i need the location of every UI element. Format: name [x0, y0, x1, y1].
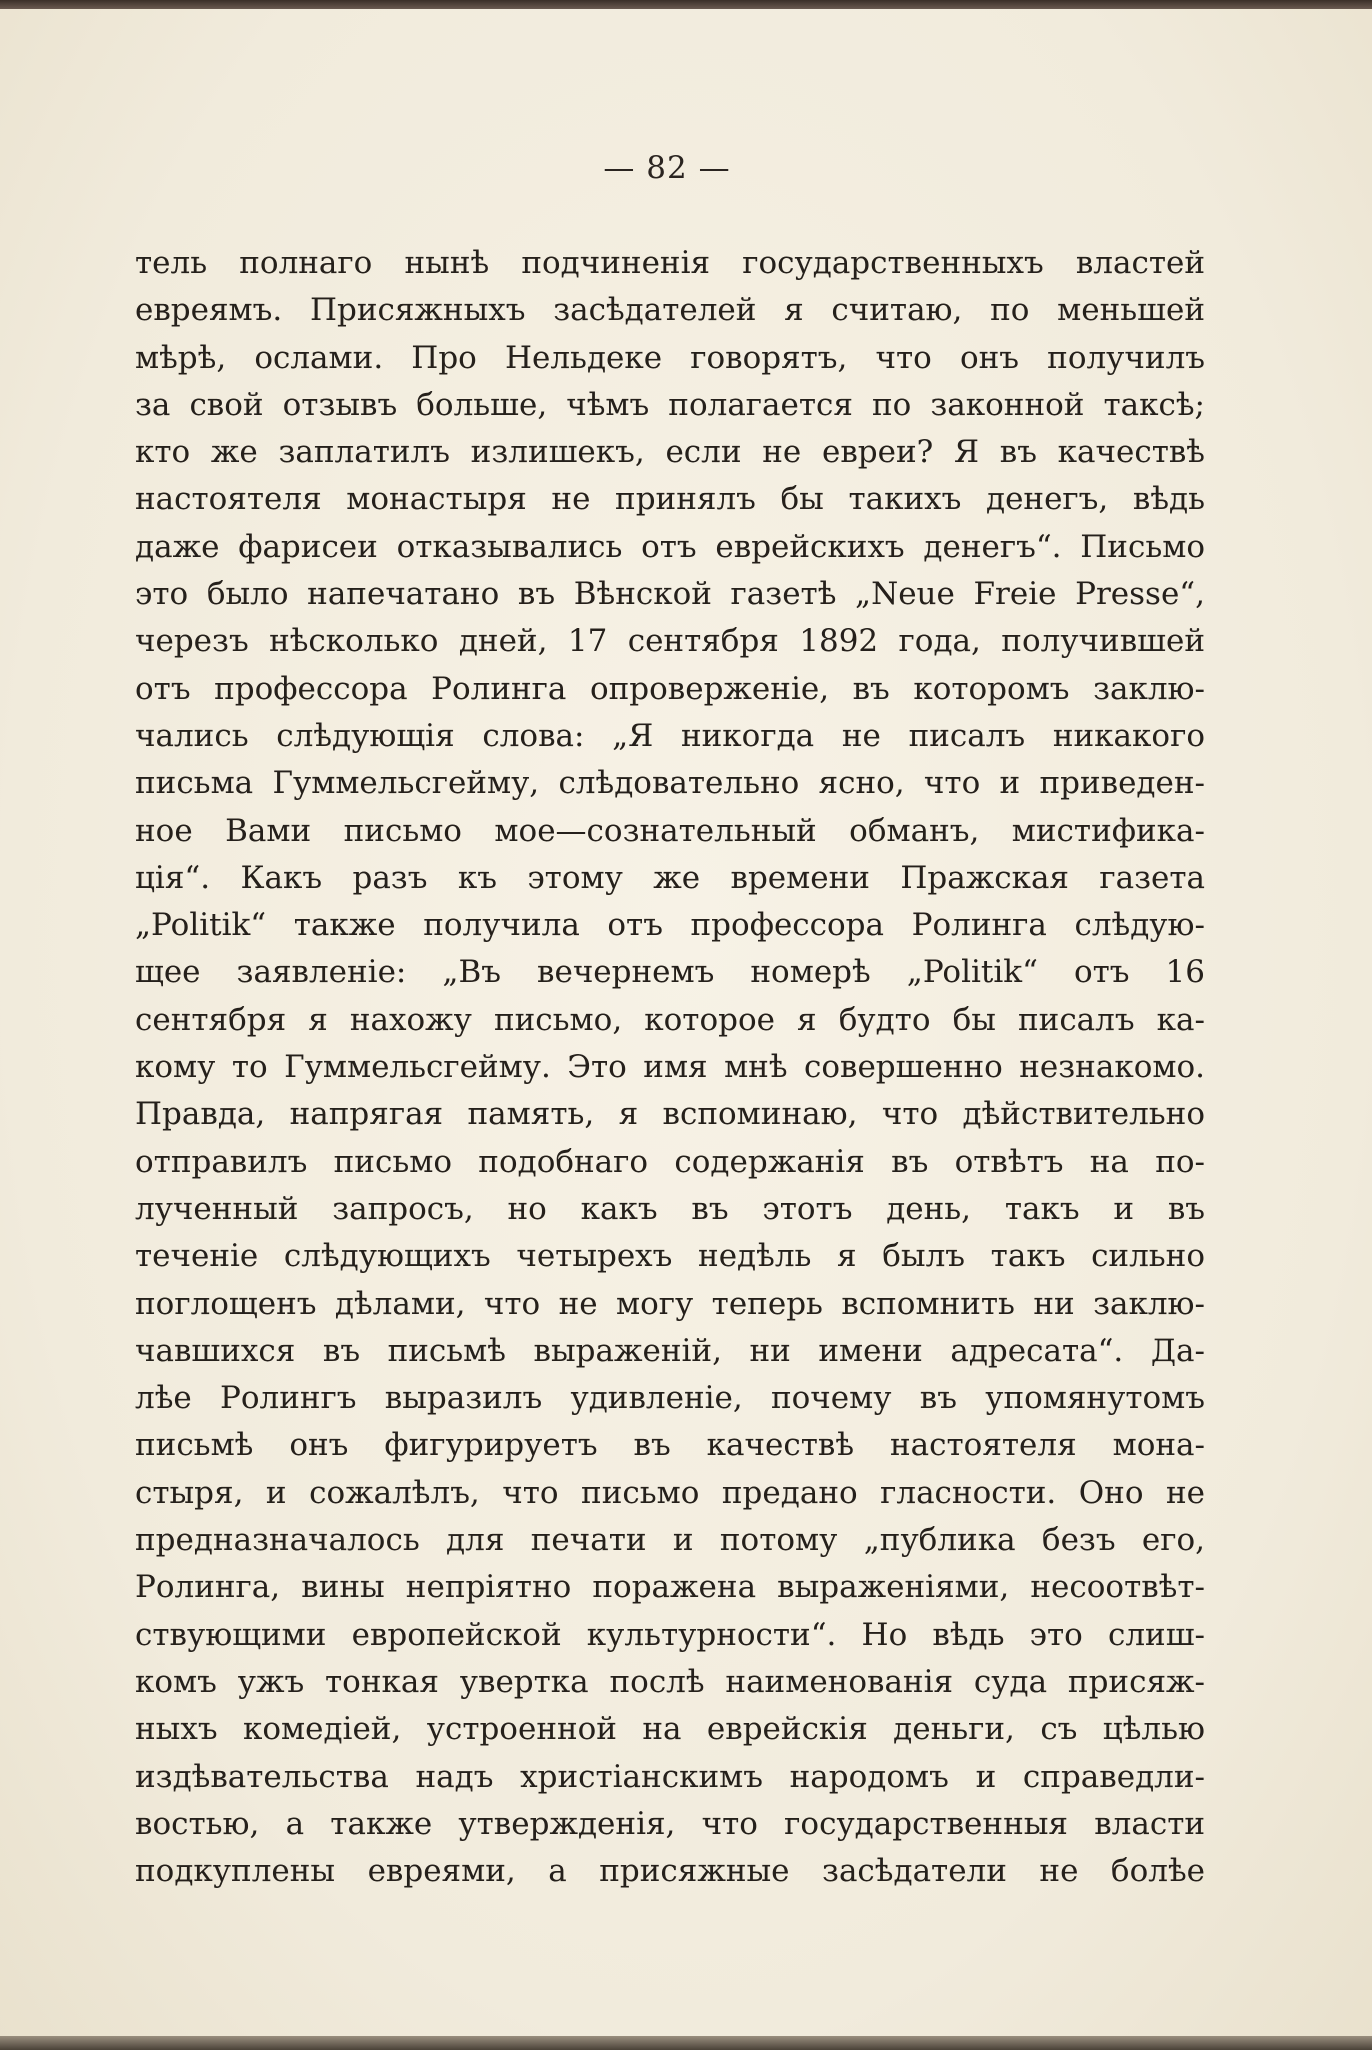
- text-line: настоятеля монастыря не принялъ бы такихъ денегъ, вѣдь: [135, 481, 1205, 518]
- text-line: теченіе слѣдующихъ четырехъ недѣль я былъ такъ сильно: [135, 1238, 1205, 1275]
- text-line: мѣрѣ, ослами. Про Нельдеке говорятъ, что онъ получилъ: [135, 339, 1205, 376]
- text-line: ное Вами письмо мое—сознательный обманъ, мистифика-: [135, 812, 1205, 849]
- page-top-edge: [0, 0, 1372, 9]
- text-line: чались слѣдующія слова: „Я никогда не писалъ никакого: [135, 717, 1205, 754]
- text-line: черезъ нѣсколько дней, 17 сентября 1892 года, получившей: [135, 623, 1205, 660]
- text-line: даже фарисеи отказывались отъ еврейскихъ денегъ“. Письмо: [135, 528, 1205, 565]
- text-line: лученный запросъ, но какъ въ этотъ день, такъ и въ: [135, 1190, 1205, 1227]
- text-line: издѣвательства надъ христіанскимъ народомъ и справедли-: [135, 1758, 1205, 1795]
- text-line: востью, а также утвержденія, что государственныя власти: [135, 1805, 1205, 1842]
- text-line: подкуплены евреями, а присяжные засѣдатели не болѣе: [135, 1853, 1205, 1890]
- text-line: „Politik“ также получила отъ профессора Ролинга слѣдую-: [135, 907, 1205, 944]
- text-line: ція“. Какъ разъ къ этому же времени Пражская газета: [135, 859, 1205, 896]
- text-line: ныхъ комедіей, устроенной на еврейскія деньги, съ цѣлью: [135, 1711, 1205, 1748]
- text-line: щее заявленіе: „Въ вечернемъ номерѣ „Politik“ отъ 16: [135, 954, 1205, 991]
- text-line: кто же заплатилъ излишекъ, если не евреи? Я въ качествѣ: [135, 434, 1205, 471]
- body-text: [135, 240, 1205, 1895]
- text-line: Правда, напрягая память, я вспоминаю, что дѣйствительно: [135, 1096, 1205, 1133]
- text-line: отправилъ письмо подобнаго содержанія въ отвѣтъ на по-: [135, 1143, 1205, 1180]
- text-line: Ролинга, вины непріятно поражена выраженіями, несоотвѣт-: [135, 1569, 1205, 1606]
- text-line: кому то Гуммельсгейму. Это имя мнѣ совершенно незнакомо.: [135, 1049, 1205, 1086]
- page-bottom-edge: [0, 2036, 1372, 2050]
- text-line: поглощенъ дѣлами, что не могу теперь вспомнить ни заклю-: [135, 1285, 1205, 1322]
- text-line: стыря, и сожалѣлъ, что письмо предано гласности. Оно не: [135, 1474, 1205, 1511]
- text-line: сентября я нахожу письмо, которое я будто бы писалъ ка-: [135, 1001, 1205, 1038]
- text-line: это было напечатано въ Вѣнской газетѣ „Neue Freie Presse“,: [135, 576, 1205, 613]
- text-line: лѣе Ролингъ выразилъ удивленіе, почему въ упомянутомъ: [135, 1380, 1205, 1417]
- text-line: тель полнаго нынѣ подчиненія государственныхъ властей: [135, 245, 1205, 281]
- text-line: евреямъ. Присяжныхъ засѣдателей я считаю, по меньшей: [135, 292, 1205, 329]
- text-line: за свой отзывъ больше, чѣмъ полагается по законной таксѣ;: [135, 386, 1205, 423]
- text-line: отъ профессора Ролинга опроверженіе, въ которомъ заклю-: [135, 670, 1205, 707]
- page-number: — 82 —: [603, 150, 731, 186]
- text-line: комъ ужъ тонкая увертка послѣ наименованія суда присяж-: [135, 1663, 1205, 1700]
- text-line: письма Гуммельсгейму, слѣдовательно ясно, что и приведен-: [135, 765, 1205, 802]
- text-line: чавшихся въ письмѣ выраженій, ни имени адресата“. Да-: [135, 1332, 1205, 1369]
- text-line: ствующими европейской культурности“. Но вѣдь это слиш-: [135, 1616, 1205, 1653]
- text-line: предназначалось для печати и потому „публика безъ его,: [135, 1522, 1205, 1559]
- text-line: письмѣ онъ фигурируетъ въ качествѣ настоятеля мона-: [135, 1427, 1205, 1464]
